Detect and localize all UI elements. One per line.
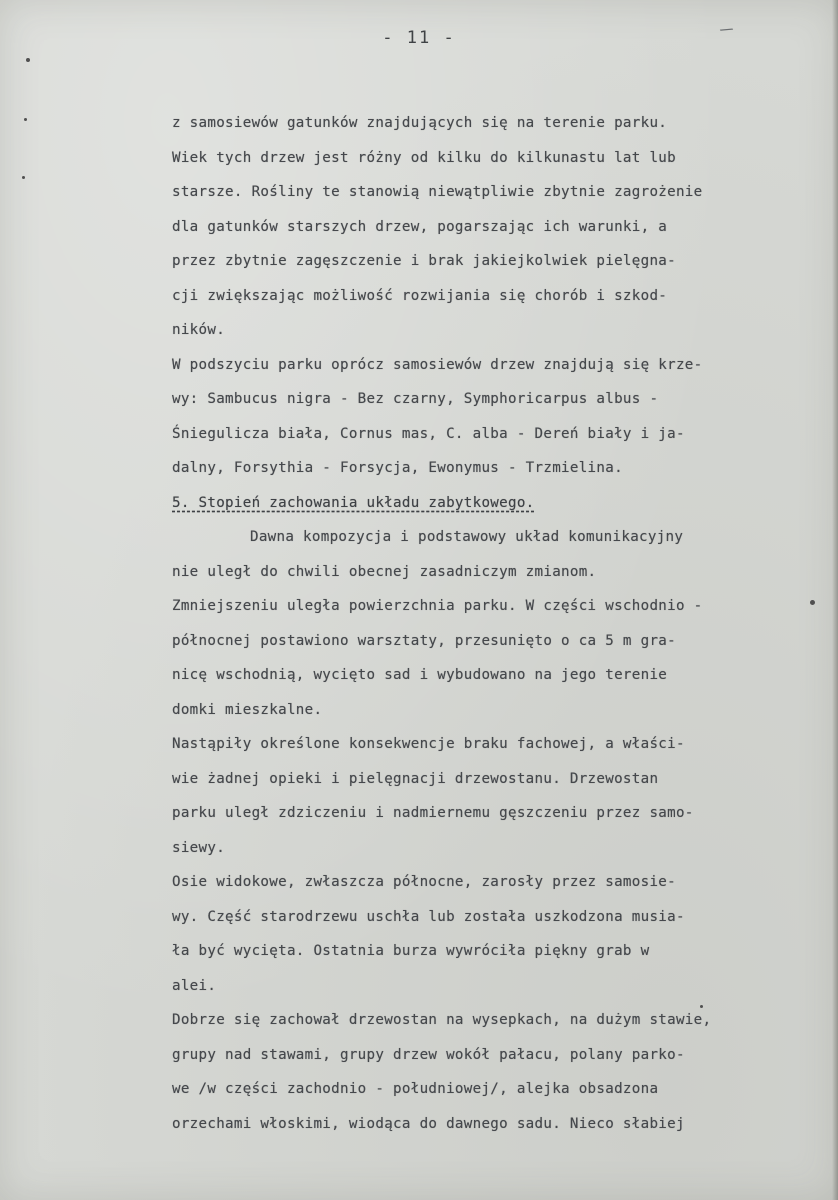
text-line bbox=[172, 106, 812, 141]
text-line bbox=[172, 624, 812, 659]
text-line-content: orzechami włoskimi, wiodąca do dawnego sadu. Nieco słabiej bbox=[172, 1115, 685, 1132]
typed-body-text bbox=[172, 106, 812, 1141]
text-line-content: ła być wycięta. Ostatnia burza wywróciła piękny grab w bbox=[172, 943, 650, 959]
text-line-content: grupy nad stawami, grupy drzew wokół pałacu, polany parko- bbox=[172, 1046, 685, 1063]
text-line-content: wie żadnej opieki i pielęgnacji drzewostanu. Drzewostan bbox=[172, 770, 659, 787]
text-line bbox=[172, 1072, 812, 1107]
text-line-content: dla gatunków starszych drzew, pogarszając ich warunki, a bbox=[172, 218, 668, 235]
text-line bbox=[172, 141, 812, 176]
text-line bbox=[172, 589, 812, 624]
text-line bbox=[172, 555, 812, 590]
text-line bbox=[172, 865, 812, 900]
text-line-content: wy. Część starodrzewu uschła lub została uszkodzona musia- bbox=[172, 908, 685, 925]
text-line bbox=[172, 244, 812, 279]
text-line-content: północnej postawiono warsztaty, przesunięto o ca 5 m gra- bbox=[172, 632, 676, 649]
text-line bbox=[172, 348, 812, 383]
text-line-content: we /w części zachodnio - południowej/, alejka obsadzona bbox=[172, 1081, 659, 1097]
text-line bbox=[172, 451, 812, 486]
text-line bbox=[172, 417, 812, 452]
text-line-content: wy: Sambucus nigra - Bez czarny, Symphoricarpus albus - bbox=[172, 391, 659, 407]
text-line bbox=[172, 1003, 812, 1038]
margin-speck bbox=[24, 118, 27, 121]
text-line-content: Dawna kompozycja i podstawowy układ komunikacyjny bbox=[250, 529, 684, 545]
text-line bbox=[172, 727, 812, 762]
text-line-content: Zmniejszeniu uległa powierzchnia parku. W części wschodnio - bbox=[172, 598, 703, 614]
page-number: - 11 - bbox=[382, 28, 456, 48]
text-line-content: Wiek tych drzew jest różny od kilku do kilkunastu lat lub bbox=[172, 149, 676, 166]
section-heading bbox=[172, 486, 812, 521]
text-line-content: ników. bbox=[172, 322, 226, 338]
text-line bbox=[172, 1107, 812, 1142]
text-line bbox=[172, 210, 812, 245]
text-line-content: cji zwiększając możliwość rozwijania się chorób i szkod- bbox=[172, 287, 668, 304]
text-line bbox=[172, 796, 812, 831]
margin-speck bbox=[22, 176, 25, 179]
text-line bbox=[172, 831, 812, 866]
corner-mark: / bbox=[717, 22, 736, 38]
text-line-content: parku uległ zdziczeniu i nadmiernemu gęszczeniu przez samo- bbox=[172, 805, 694, 821]
text-line bbox=[172, 382, 812, 417]
text-line-content: domki mieszkalne. bbox=[172, 701, 323, 718]
text-line-content: dalny, Forsythia - Forsycja, Ewonymus - Trzmielina. bbox=[172, 460, 623, 476]
text-line bbox=[172, 934, 812, 969]
text-line bbox=[172, 762, 812, 797]
page-edge-shadow bbox=[832, 0, 838, 1200]
text-line-content: z samosiewów gatunków znajdujących się na terenie parku. bbox=[172, 115, 668, 131]
text-line bbox=[172, 279, 812, 314]
text-line-content: Dobrze się zachował drzewostan na wysepkach, na dużym stawie, bbox=[172, 1012, 712, 1028]
text-line bbox=[172, 1038, 812, 1073]
text-line-content: nie uległ do chwili obecnej zasadniczym zmianom. bbox=[172, 563, 597, 580]
text-line-content: Śniegulicza biała, Cornus mas, C. alba - Dereń biały i ja- bbox=[172, 425, 685, 442]
text-line-content: nicę wschodnią, wycięto sad i wybudowano na jego terenie bbox=[172, 667, 668, 683]
section-heading-text: 5. Stopień zachowania układu zabytkowego. bbox=[172, 494, 535, 511]
text-line bbox=[172, 969, 812, 1004]
text-line-content: Nastąpiły określone konsekwencje braku fachowej, a właści- bbox=[172, 736, 685, 752]
text-line-content: przez zbytnie zagęszczenie i brak jakiejkolwiek pielęgna- bbox=[172, 253, 676, 269]
text-line-content: Osie widokowe, zwłaszcza północne, zarosły przez samosie- bbox=[172, 874, 676, 890]
text-line bbox=[172, 693, 812, 728]
text-line bbox=[172, 313, 812, 348]
text-line bbox=[172, 520, 812, 555]
text-line bbox=[172, 658, 812, 693]
margin-speck bbox=[26, 58, 30, 62]
text-line bbox=[172, 900, 812, 935]
text-line-content: siewy. bbox=[172, 839, 226, 856]
text-line-content: W podszyciu parku oprócz samosiewów drzew znajdują się krze- bbox=[172, 356, 703, 373]
text-line-content: starsze. Rośliny te stanowią niewątpliwie zbytnie zagrożenie bbox=[172, 184, 703, 200]
text-line bbox=[172, 175, 812, 210]
text-line-content: alei. bbox=[172, 977, 217, 994]
